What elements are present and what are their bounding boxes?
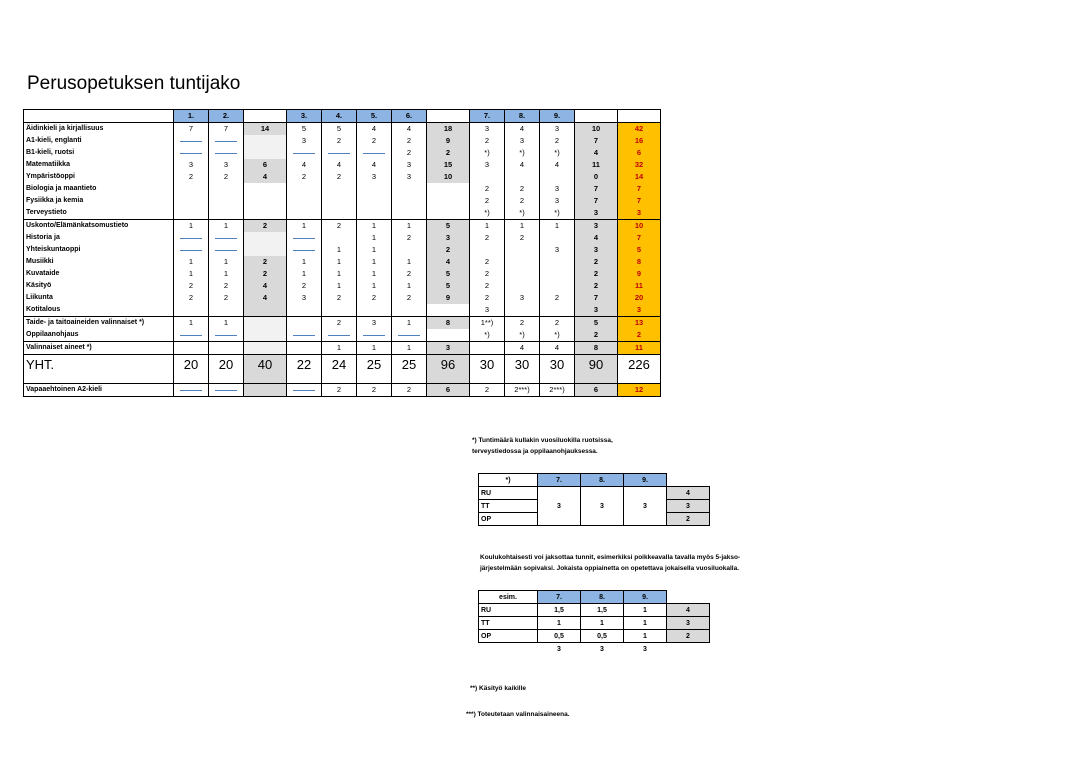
subject-label: Äidinkieli ja kirjallisuus — [24, 123, 174, 136]
table-row: Musiikki 1 1 2 1 1 1 1 4 2 2 8 — [24, 256, 661, 268]
table-row: Taide- ja taitoaineiden valinnaiset *) 1 1 2 3 1 8 1**) 2 2 5 13 — [24, 317, 661, 330]
a2-row: Vapaaehtoinen A2-kieli 2 2 2 6 2 2***) 2***) 6 12 — [24, 384, 661, 397]
table-row: Yhteiskuntaoppi 1 1 2 3 3 5 — [24, 244, 661, 256]
subject-label: Matematiikka — [24, 159, 174, 171]
example-table: esim. 7. 8. 9. RU 1,5 1,5 1 4 TT 1 1 1 3 OP 0,5 0,5 1 2 3 3 3 — [478, 590, 710, 655]
subject-label: Valinnaiset aineet *) — [24, 342, 174, 355]
subject-label: Ympäristöoppi — [24, 171, 174, 183]
table-row: Oppilaanohjaus *) *) *) 2 2 — [24, 329, 661, 342]
note-kasityo: **) Käsityö kaikille — [470, 685, 526, 692]
table-row: B1-kieli, ruotsi 2 2 *) *) *) 4 6 — [24, 147, 661, 159]
table-row: Käsityö 2 2 4 2 1 1 1 5 2 2 11 — [24, 280, 661, 292]
subject-label: Käsityö — [24, 280, 174, 292]
note-ruotsi: *) Tuntimäärä kullakin vuosiluokilla ruotsissa, terveystiedossa ja oppilaanohjauksessa. — [472, 437, 613, 455]
grade-header: 4. — [322, 110, 357, 123]
subject-label: Yhteiskuntaoppi — [24, 244, 174, 256]
schedule-table — [23, 109, 661, 397]
table-row: Valinnaiset aineet *) 1 1 1 3 4 4 8 11 — [24, 342, 661, 355]
subject-label: Fysiikka ja kemia — [24, 195, 174, 207]
subject-label: Kuvataide — [24, 268, 174, 280]
subject-label: Musiikki — [24, 256, 174, 268]
subject-label: Terveystieto — [24, 207, 174, 220]
table-row: Historia ja 1 2 3 2 2 4 7 — [24, 232, 661, 244]
note-valinnainen: ***) Toteutetaan valinnaisaineena. — [466, 711, 570, 718]
grade-header: 3. — [287, 110, 322, 123]
totals-row: YHT. 20 20 40 22 24 25 25 96 30 30 30 90 226 — [24, 355, 661, 375]
grade-header: 5. — [357, 110, 392, 123]
table-row: Ympäristöoppi 2 2 4 2 2 3 3 10 0 14 — [24, 171, 661, 183]
table-row: Kotitalous 3 3 3 — [24, 304, 661, 317]
subject-label: B1-kieli, ruotsi — [24, 147, 174, 159]
table-row: Terveystieto *) *) *) 3 3 — [24, 207, 661, 220]
table-row: Biologia ja maantieto 2 2 3 7 7 — [24, 183, 661, 195]
table-row: Uskonto/Elämänkatsomustieto 1 1 2 1 2 1 1 5 1 1 1 3 10 — [24, 220, 661, 233]
grade-header: 7. — [470, 110, 505, 123]
ru-tt-op-table: *) 7. 8. 9. RU 3 3 3 4 TT 3 OP 2 — [478, 473, 710, 526]
subject-label: Uskonto/Elämänkatsomustieto — [24, 220, 174, 233]
grade-header: 6. — [392, 110, 427, 123]
tiny-row — [24, 374, 661, 384]
subject-label: Oppilaanohjaus — [24, 329, 174, 342]
table-row: Äidinkieli ja kirjallisuus 7 7 14 5 5 4 4 18 3 4 3 10 42 — [24, 123, 661, 136]
table-row: Liikunta 2 2 4 3 2 2 2 9 2 3 2 7 20 — [24, 292, 661, 304]
grade-header: 8. — [505, 110, 540, 123]
grade-header: 1. — [174, 110, 209, 123]
subject-label: Kotitalous — [24, 304, 174, 317]
note-jaksotus: Koulukohtaisesti voi jaksottaa tunnit, esimerkiksi poikkeavalla tavalla myös 5-jakso- järjestelmään sopivaksi. Jokaista oppiainetta on opetettava jokaisella vuosiluokalla. — [480, 554, 741, 572]
table-row: Fysiikka ja kemia 2 2 3 7 7 — [24, 195, 661, 207]
grade-header: 2. — [209, 110, 244, 123]
page-title: Perusopetuksen tuntijako — [27, 73, 241, 94]
grade-header: 9. — [540, 110, 575, 123]
subject-label: Biologia ja maantieto — [24, 183, 174, 195]
subject-label: Taide- ja taitoaineiden valinnaiset *) — [24, 317, 174, 330]
table-row: A1-kieli, englanti 3 2 2 2 9 2 3 2 7 16 — [24, 135, 661, 147]
subject-rows — [24, 123, 661, 355]
subject-label: A1-kieli, englanti — [24, 135, 174, 147]
table-row: Kuvataide 1 1 2 1 1 1 2 5 2 2 9 — [24, 268, 661, 280]
subject-label: Liikunta — [24, 292, 174, 304]
table-row: Matematiikka 3 3 6 4 4 4 3 15 3 4 4 11 32 — [24, 159, 661, 171]
subject-label: Historia ja — [24, 232, 174, 244]
header-row — [24, 110, 661, 123]
